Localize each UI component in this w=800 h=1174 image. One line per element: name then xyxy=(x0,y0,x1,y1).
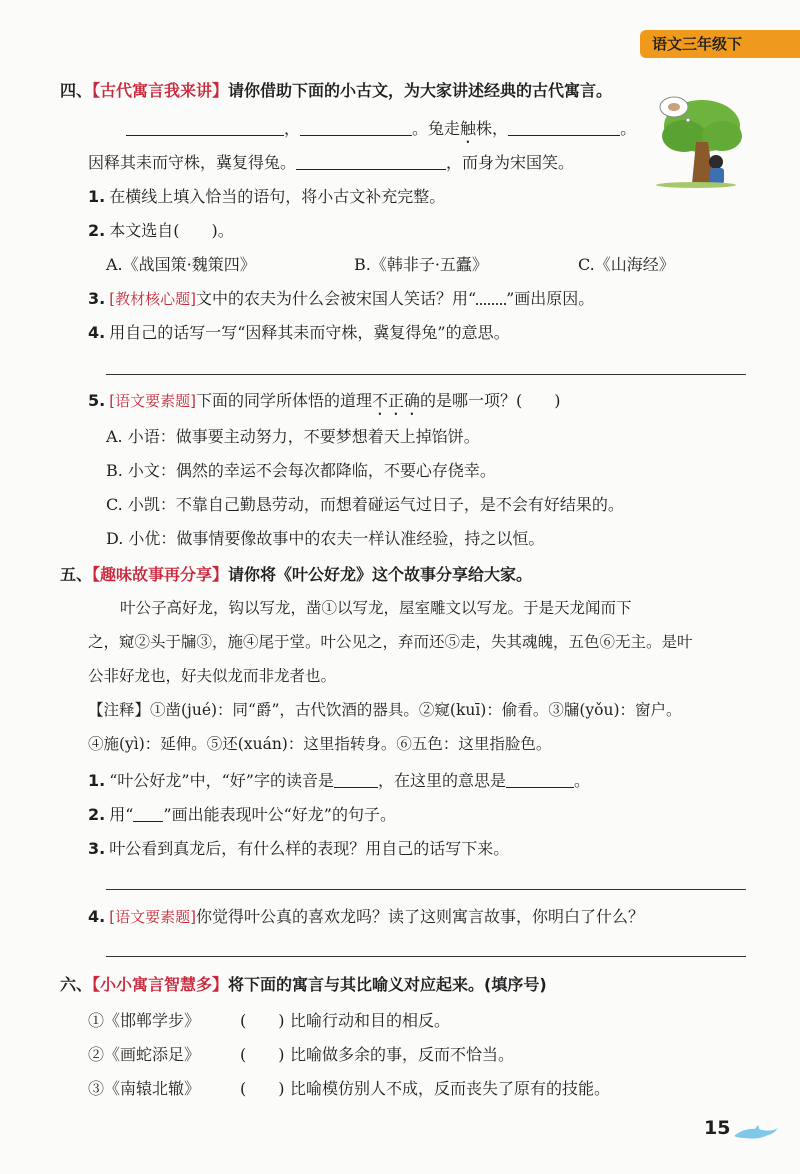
meaning-item: 比喻行动和目的相反。 xyxy=(290,1011,451,1030)
question-number: 1. xyxy=(88,187,106,206)
question-number: 3. xyxy=(88,839,106,858)
s5-q4 xyxy=(88,904,644,927)
s5-q3 xyxy=(88,836,509,859)
section6-prefix: 六、 xyxy=(60,975,93,994)
fill-blank[interactable] xyxy=(508,119,620,136)
section5-instruction: 请你将《叶公好龙》这个故事分享给大家。 xyxy=(228,565,533,584)
s5-q1 xyxy=(88,768,590,791)
underline-mark xyxy=(133,805,163,822)
section4-prefix: 四、 xyxy=(60,81,93,100)
question-text: 。 xyxy=(573,771,590,790)
question-number: 4. xyxy=(88,907,106,926)
farmer-tree-illustration xyxy=(644,92,748,188)
option-b[interactable]: B.《韩非子·五蠹》 xyxy=(354,255,488,274)
option-d[interactable]: D. 小优：做事情要像故事中的农夫一样认准经验，持之以恒。 xyxy=(106,529,545,548)
question-tag: [教材核心题] xyxy=(109,290,196,308)
section5-prefix: 五、 xyxy=(60,565,93,584)
question-number: 3. xyxy=(88,289,106,308)
question-text: 下面的同学所体悟的道理 xyxy=(195,391,372,410)
question-text: “叶公好龙”中，“好”字的读音是 xyxy=(109,771,334,790)
story-item: ①《邯郸学步》 xyxy=(88,1011,201,1030)
question-text: ”画出原因。 xyxy=(506,289,595,308)
question-number: 2. xyxy=(88,221,106,240)
question-number: 5. xyxy=(88,391,106,410)
emphasis-text: 触 xyxy=(460,119,477,138)
passage-text: 。兔走 xyxy=(412,119,461,138)
question-text: ”画出能表现叶公“好龙”的句子。 xyxy=(163,805,396,824)
page-number: 15 xyxy=(704,1117,731,1139)
option-a[interactable]: A. 小语：做事要主动努力，不要梦想着天上掉馅饼。 xyxy=(106,427,480,446)
s4-q2 xyxy=(88,218,234,241)
option-a[interactable]: A.《战国策·魏策四》 xyxy=(106,255,256,274)
answer-line[interactable] xyxy=(106,956,746,957)
section5-title xyxy=(60,562,532,585)
answer-paren[interactable]: ( ) xyxy=(240,1045,285,1064)
section6-tag: 【小小寓言智慧多】 xyxy=(92,975,229,994)
option-c[interactable]: C.《山海经》 xyxy=(578,255,675,274)
question-number: 1. xyxy=(88,771,106,790)
fill-blank[interactable] xyxy=(296,153,446,170)
passage-line: 公非好龙也，好夫似龙而非龙者也。 xyxy=(88,667,337,685)
question-number: 2. xyxy=(88,805,106,824)
question-text: 的是哪一项？( ) xyxy=(419,391,561,410)
question-text: ，在这里的意思是 xyxy=(377,771,506,790)
fill-blank[interactable] xyxy=(506,771,574,788)
meaning-item: 比喻做多余的事，反而不恰当。 xyxy=(290,1045,515,1064)
passage-text: 株， xyxy=(476,119,509,138)
s5-q2 xyxy=(88,802,396,825)
question-text: 在横线上填入恰当的语句，将小古文补充完整。 xyxy=(109,187,446,206)
story-item: ②《画蛇添足》 xyxy=(88,1045,201,1064)
emphasis-text: 不正确 xyxy=(371,391,420,410)
question-text: 用“ xyxy=(109,805,134,824)
question-text: 用自己的话写一写“因释其耒而守株，冀复得兔”的意思。 xyxy=(109,323,510,342)
answer-paren[interactable]: ( ) xyxy=(240,1079,285,1098)
passage-line-2 xyxy=(88,150,574,173)
grade-tab: 语文三年级下 xyxy=(640,30,800,58)
question-text: 文中的农夫为什么会被宋国人笑话？用“ xyxy=(195,289,477,308)
option-c[interactable]: C. 小凯：不靠自己勤恳劳动，而想着碰运气过日子，是不会有好结果的。 xyxy=(106,495,624,514)
answer-line[interactable] xyxy=(106,889,746,890)
fill-blank[interactable] xyxy=(126,119,284,136)
fill-blank[interactable] xyxy=(334,771,378,788)
question-tag: [语文要素题] xyxy=(109,392,196,410)
section4-instruction: 请你借助下面的小古文，为大家讲述经典的古代寓言。 xyxy=(228,81,613,100)
passage-text: 。 xyxy=(620,119,637,138)
s4-q1 xyxy=(88,184,445,207)
answer-line[interactable] xyxy=(106,374,746,375)
notes-line: 【注释】①凿(jué)：同“爵”，古代饮酒的器具。②窥(kuī)：偷看。③牖(yǒu)：窗户。 xyxy=(88,701,682,719)
answer-paren[interactable]: ( ) xyxy=(240,1011,285,1030)
section4-tag: 【古代寓言我来讲】 xyxy=(92,81,229,100)
passage-line-1 xyxy=(126,116,636,147)
passage-text: ，而身为宋国笑。 xyxy=(446,153,575,172)
option-b[interactable]: B. 小文：偶然的幸运不会每次都降临，不要心存侥幸。 xyxy=(106,461,496,480)
question-tag: [语文要素题] xyxy=(109,908,196,926)
story-item: ③《南辕北辙》 xyxy=(88,1079,201,1098)
section5-tag: 【趣味故事再分享】 xyxy=(92,565,229,584)
s4-q4 xyxy=(88,320,510,343)
dolphin-icon xyxy=(732,1124,780,1142)
passage-line: 之，窥②头于牖③，施④尾于堂。叶公见之，弃而还⑤走，失其魂魄，五色⑥无主。是叶 xyxy=(88,633,693,651)
wavy-underline-mark xyxy=(476,289,506,305)
question-text: 你觉得叶公真的喜欢龙吗？读了这则寓言故事，你明白了什么？ xyxy=(195,907,644,926)
section4-title xyxy=(60,78,612,101)
fill-blank[interactable] xyxy=(300,119,412,136)
passage-text: ， xyxy=(284,119,301,138)
passage-line: 叶公子高好龙，钩以写龙，凿①以写龙，屋室雕文以写龙。于是天龙闻而下 xyxy=(120,599,632,617)
s4-q5 xyxy=(88,388,560,419)
section6-title xyxy=(60,972,547,995)
question-text: 本文选自( )。 xyxy=(109,221,234,240)
s4-q3 xyxy=(88,286,594,309)
question-text: 叶公看到真龙后，有什么样的表现？用自己的话写下来。 xyxy=(109,839,510,858)
section6-instruction: 将下面的寓言与其比喻义对应起来。(填序号) xyxy=(228,975,547,994)
meaning-item: 比喻模仿别人不成，反而丧失了原有的技能。 xyxy=(290,1079,611,1098)
question-number: 4. xyxy=(88,323,106,342)
passage-text: 因释其耒而守株，冀复得兔。 xyxy=(88,153,297,172)
notes-line: ④施(yì)：延伸。⑤还(xuán)：这里指转身。⑥五色：这里指脸色。 xyxy=(88,735,552,753)
